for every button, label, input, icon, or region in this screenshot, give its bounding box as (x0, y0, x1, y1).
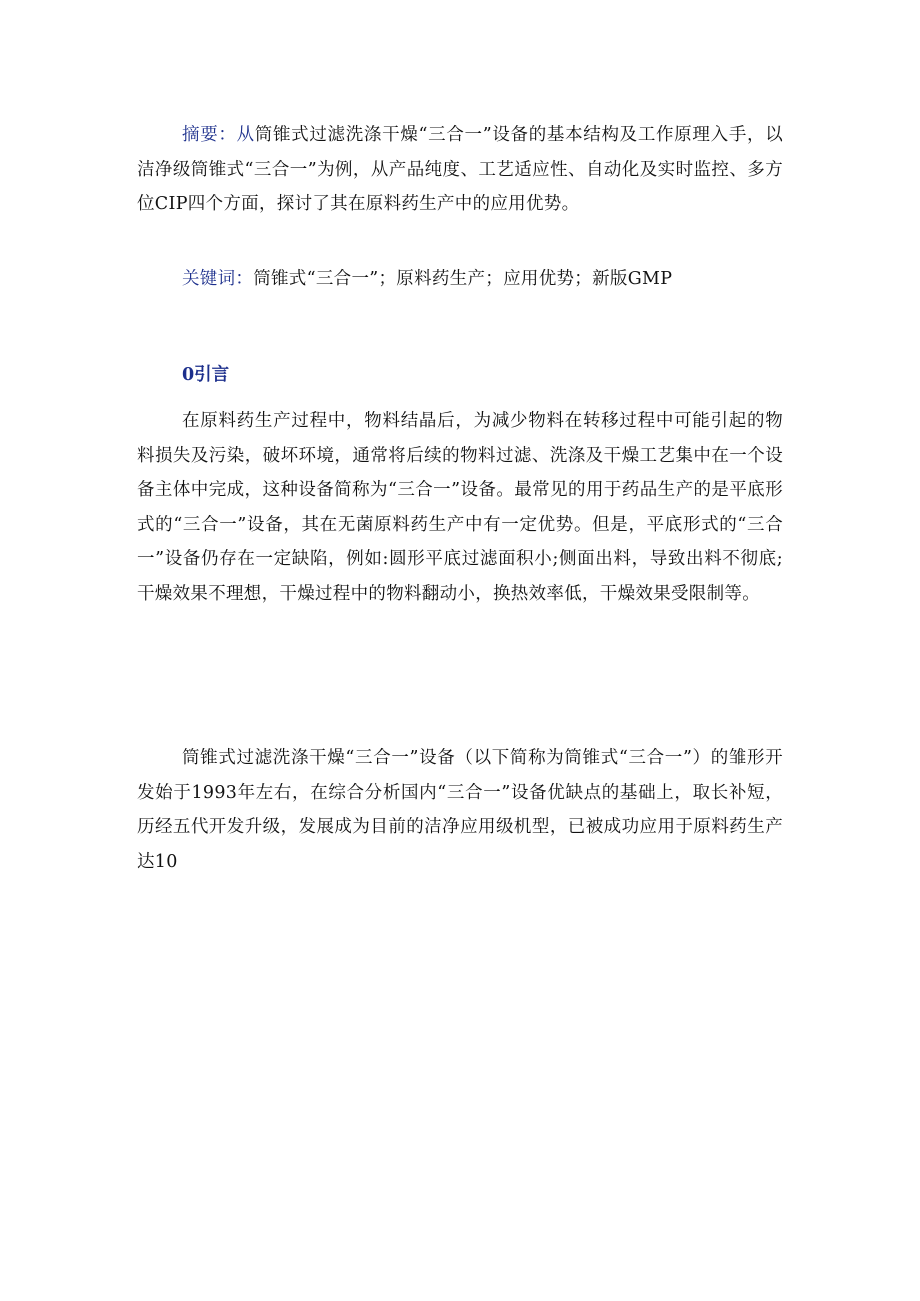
keywords-text: 筒锥式“三合一”；原料药生产；应用优势；新版GMP (253, 269, 673, 289)
section-heading: 0引言 (182, 365, 230, 385)
keywords-label: 关键词： (182, 269, 254, 289)
abstract-paragraph (137, 118, 783, 222)
abstract-text: 筒锥式过滤洗涤干燥“三合一”设备的基本结构及工作原理入手，以洁净级筒锥式“三合一”为例，从产品纯度、工艺适应性、自动化及实时监控、多方位CIP四个方面，探讨了其在原料药生产中的应用优势。 (137, 125, 783, 214)
keywords-paragraph (137, 262, 783, 297)
body-paragraph: 在原料药生产过程中，物料结晶后，为减少物料在转移过程中可能引起的物料损失及污染，破坏环境，通常将后续的物料过滤、洗涤及干燥工艺集中在一个设备主体中完成，这种设备简称为“三合一”设备。最常见的用于药品生产的是平底形式的“三合一”设备，其在无菌原料药生产中有一定优势。但是，平底形式的“三合一”设备仍存在一定缺陷，例如:圆形平底过滤面积小;侧面出料，导致出料不彻底;干燥效果不理想，干燥过程中的物料翻动小，换热效率低，干燥效果受限制等。 (137, 411, 783, 604)
abstract-label: 摘要：从 (182, 125, 255, 145)
body-paragraph: 筒锥式过滤洗涤干燥“三合一”设备（以下简称为筒锥式“三合一”）的雏形开发始于1993年左右，在综合分析国内“三合一”设备优缺点的基础上，取长补短，历经五代开发升级，发展成为目前的洁净应用级机型，已被成功应用于原料药生产达10 (137, 748, 783, 872)
